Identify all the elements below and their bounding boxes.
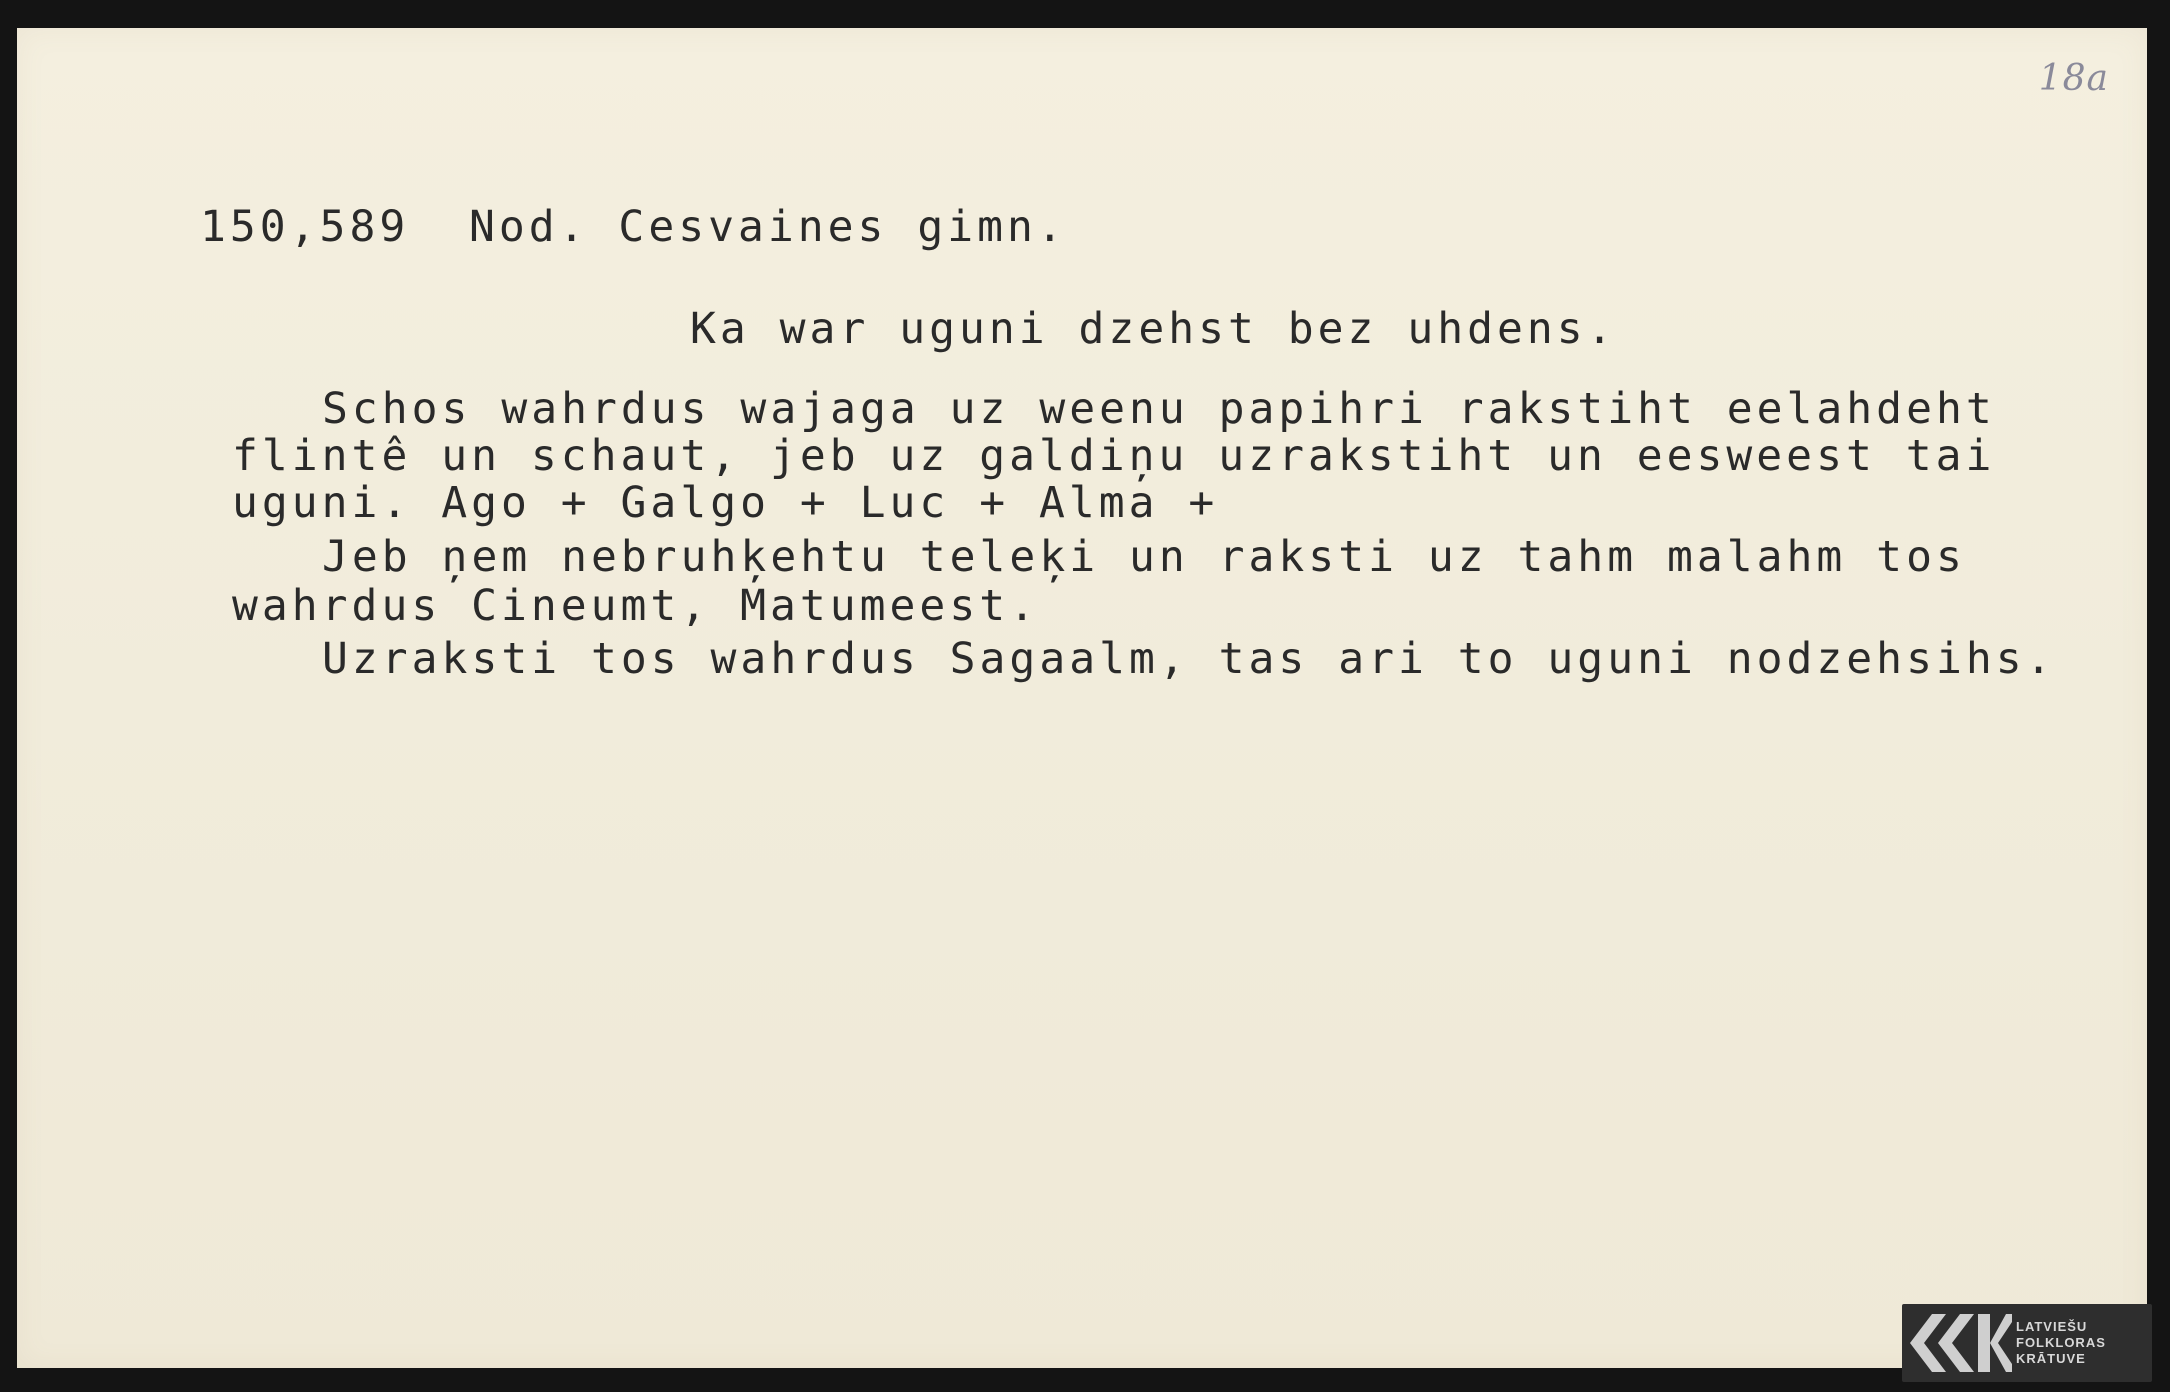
logo-line: LATVIEŠU	[2016, 1319, 2088, 1334]
text-line: Uzraksti tos wahrdus Sagaalm, tas ari to uguni nodzehsihs.	[322, 634, 2056, 684]
text-line: uguni. Ago + Galgo + Luc + Alma +	[232, 478, 1219, 528]
text-line: Jeb ņem nebruhķehtu teleķi un raksti uz tahm malahm tos	[322, 532, 1966, 582]
card-corner-note: 18a	[2038, 58, 2109, 99]
archive-logo	[1902, 1304, 2152, 1382]
lfk-logo-icon	[1902, 1304, 2012, 1382]
logo-text	[2012, 1319, 2106, 1367]
logo-line: FOLKLORAS	[2016, 1335, 2106, 1350]
card-title: Ka war uguni dzehst bez uhdens.	[690, 304, 1617, 354]
card-header: 150,589 Nod. Cesvaines gimn.	[200, 202, 1067, 252]
logo-line: KRĀTUVE	[2016, 1351, 2086, 1366]
text-line: flintê un schaut, jeb uz galdiņu uzrakstiht un eesweest tai	[232, 431, 1996, 481]
text-line: wahrdus Cineumt, Matumeest.	[232, 581, 1039, 631]
archive-card	[17, 28, 2147, 1368]
text-line: Schos wahrdus wajaga uz weenu papihri rakstiht eelahdeht	[322, 384, 1996, 434]
